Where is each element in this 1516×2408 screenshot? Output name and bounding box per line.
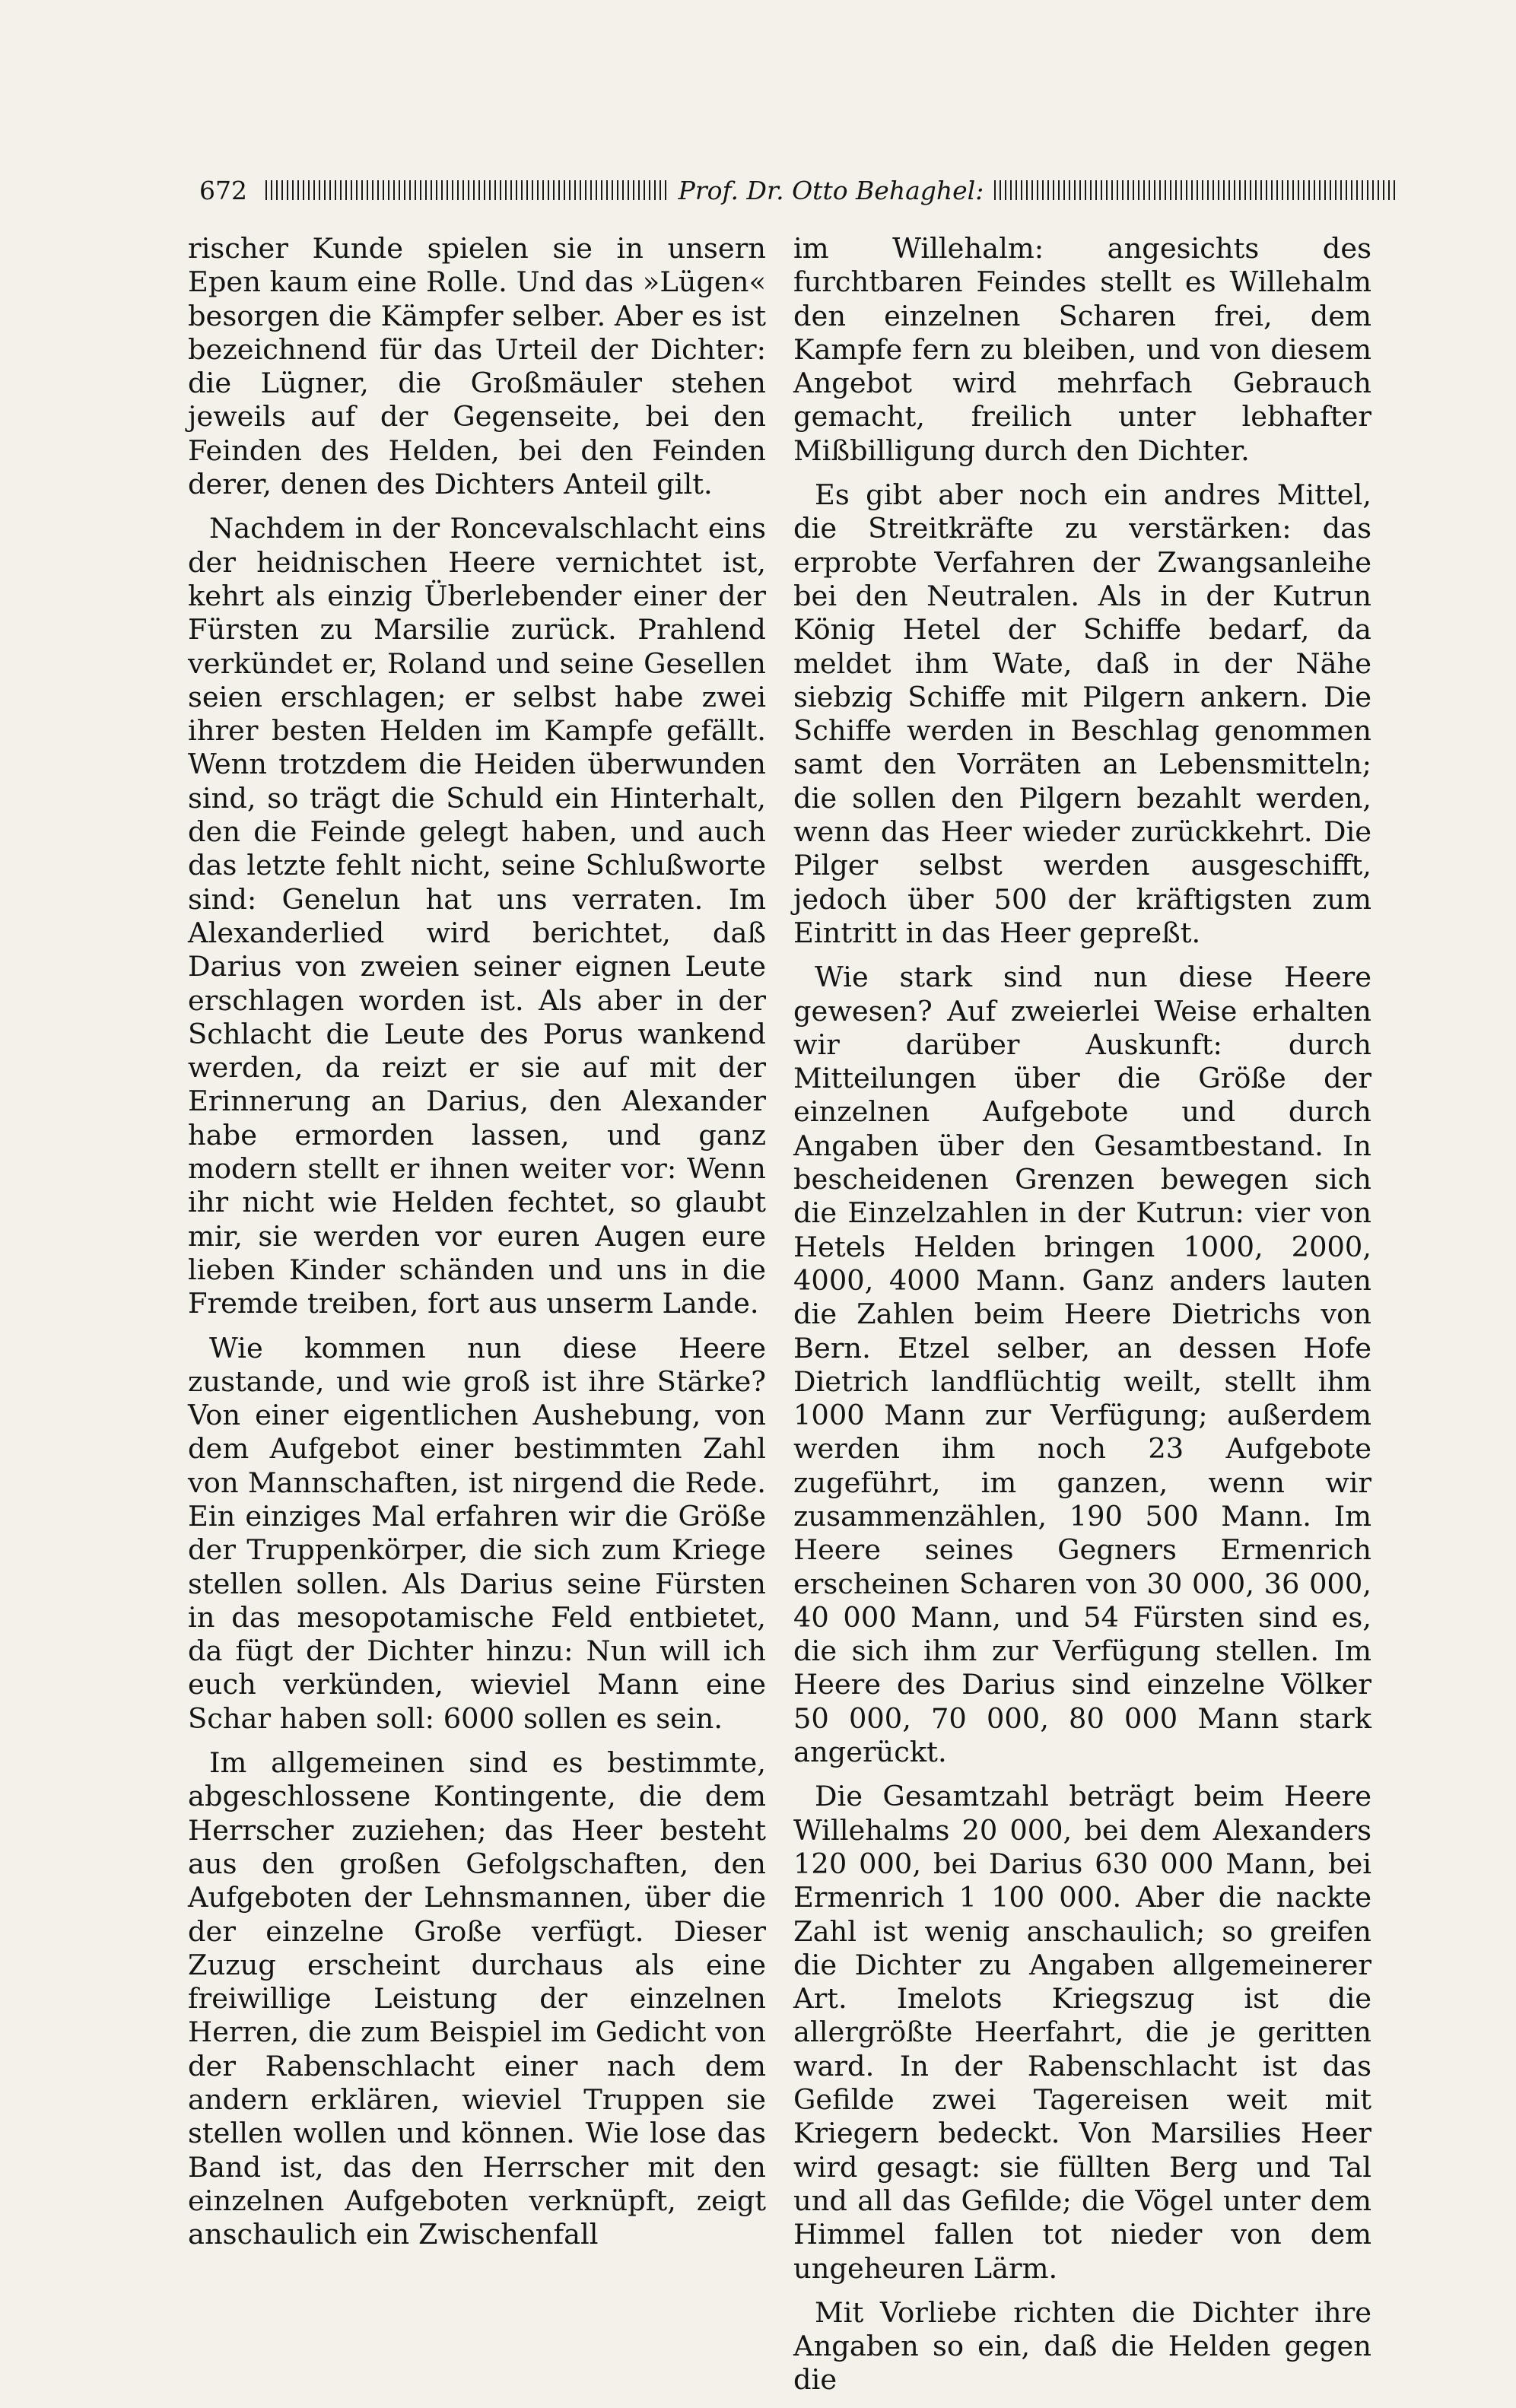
- paragraph: Mit Vorliebe richten die Dichter ihre Angaben so ein, daß die Helden gegen die: [793, 2295, 1371, 2397]
- header-title: Prof. Dr. Otto Behaghel:: [678, 175, 984, 205]
- header-ornament-rule: [265, 180, 668, 200]
- paragraph: Im allgemeinen sind es bestimmte, abgeschlossene Kontingente, die dem Herrscher zuziehen; das Heer besteht aus den großen Gefolgschaften, den Aufgeboten der Lehnsmannen, über die der einzelne Große verfügt. Dieser Zuzug erscheint durchaus als eine freiwillige Leistung der einzelnen Herren, die zum Beispiel im Gedicht von der Rabenschlacht einer nach dem andern erklären, wieviel Truppen sie stellen wollen und können. Wie lose das Band ist, das den Herrscher mit den einzelnen Aufgeboten verknüpft, zeigt anschaulich ein Zwischenfall: [188, 1746, 766, 2251]
- left-column: [188, 232, 766, 2263]
- paragraph: Die Gesamtzahl beträgt beim Heere Willehalms 20 000, bei dem Alexanders 120 000, bei Darius 630 000 Mann, bei Ermenrich 1 100 000. Aber die nackte Zahl ist wenig anschaulich; so greifen die Dichter zu Angaben allgemeinerer Art. Imelots Kriegszug ist die allergrößte Heerfahrt, die je geritten ward. In der Rabenschlacht ist das Gefilde zwei Tagereisen weit mit Kriegern bedeckt. Von Marsilies Heer wird gesagt: sie füllten Berg und Tal und all das Gefilde; die Vögel unter dem Himmel fallen tot nieder von dem ungeheuren Lärm.: [793, 1780, 1371, 2285]
- paragraph: im Willehalm: angesichts des furchtbaren Feindes stellt es Willehalm den einzelnen Scharen frei, dem Kampfe fern zu bleiben, und von diesem Angebot wird mehrfach Gebrauch gemacht, freilich unter lebhafter Mißbilligung durch den Dichter.: [793, 232, 1371, 467]
- paragraph: Nachdem in der Roncevalschlacht eins der heidnischen Heere vernichtet ist, kehrt als einzig Überlebender einer der Fürsten zu Marsilie zurück. Prahlend verkündet er, Roland und seine Gesellen seien erschlagen; er selbst habe zwei ihrer besten Helden im Kampfe gefällt. Wenn trotzdem die Heiden überwunden sind, so trägt die Schuld ein Hinterhalt, den die Feinde gelegt haben, und auch das letzte fehlt nicht, seine Schlußworte sind: Genelun hat uns verraten. Im Alexanderlied wird berichtet, daß Darius von zweien seiner eignen Leute erschlagen worden ist. Als aber in der Schlacht die Leute des Porus wankend werden, da reizt er sie auf mit der Erinnerung an Darius, den Alexander habe ermorden lassen, und ganz modern stellt er ihnen weiter vor: Wenn ihr nicht wie Helden fechtet, so glaubt mir, sie werden vor euren Augen eure lieben Kinder schänden und uns in die Fremde treiben, fort aus unserm Lande.: [188, 512, 766, 1320]
- page-number: 672: [199, 175, 247, 205]
- paragraph: Es gibt aber noch ein andres Mittel, die Streitkräfte zu verstärken: das erprobte Verfahren der Zwangsanleihe bei den Neutralen. Als in der Kutrun König Hetel der Schiffe bedarf, da meldet ihm Wate, daß in der Nähe siebzig Schiffe mit Pilgern ankern. Die Schiffe werden in Beschlag genommen samt den Vorräten an Lebensmitteln; die sollen den Pilgern bezahlt werden, wenn das Heer wieder zurückkehrt. Die Pilger selbst werden ausgeschifft, jedoch über 500 der kräftigsten zum Eintritt in das Heer gepreßt.: [793, 478, 1371, 949]
- paragraph: Wie stark sind nun diese Heere gewesen? Auf zweierlei Weise erhalten wir darüber Auskunft: durch Mitteilungen über die Größe der einzelnen Aufgebote und durch Angaben über den Gesamtbestand. In bescheidenen Grenzen bewegen sich die Einzelzahlen in der Kutrun: vier von Hetels Helden bringen 1000, 2000, 4000, 4000 Mann. Ganz anders lauten die Zahlen beim Heere Dietrichs von Bern. Etzel selber, an dessen Hofe Dietrich landflüchtig weilt, stellt ihm 1000 Mann zur Verfügung; außerdem werden ihm noch 23 Aufgebote zugeführt, im ganzen, wenn wir zusammenzählen, 190 500 Mann. Im Heere seines Gegners Ermenrich erscheinen Scharen von 30 000, 36 000, 40 000 Mann, und 54 Fürsten sind es, die sich ihm zur Verfügung stellen. Im Heere des Darius sind einzelne Völker 50 000, 70 000, 80 000 Mann stark angerückt.: [793, 961, 1371, 1769]
- right-column: [793, 232, 1371, 2408]
- paragraph: Wie kommen nun diese Heere zustande, und wie groß ist ihre Stärke? Von einer eigentlichen Aushebung, von dem Aufgebot einer bestimmten Zahl von Mannschaften, ist nirgend die Rede. Ein einziges Mal erfahren wir die Größe der Truppenkörper, die sich zum Kriege stellen sollen. Als Darius seine Fürsten in das mesopotamische Feld entbietet, da fügt der Dichter hinzu: Nun will ich euch verkünden, wieviel Mann eine Schar haben soll: 6000 sollen es sein.: [188, 1331, 766, 1735]
- header-ornament-rule-right: [994, 180, 1397, 200]
- running-header: [199, 169, 1407, 211]
- paragraph: rischer Kunde spielen sie in unsern Epen kaum eine Rolle. Und das »Lügen« besorgen die Kämpfer selber. Aber es ist bezeichnend für das Urteil der Dichter: die Lügner, die Großmäuler stehen jeweils auf der Gegenseite, bei den Feinden des Helden, bei den Feinden derer, denen des Dichters Anteil gilt.: [188, 232, 766, 501]
